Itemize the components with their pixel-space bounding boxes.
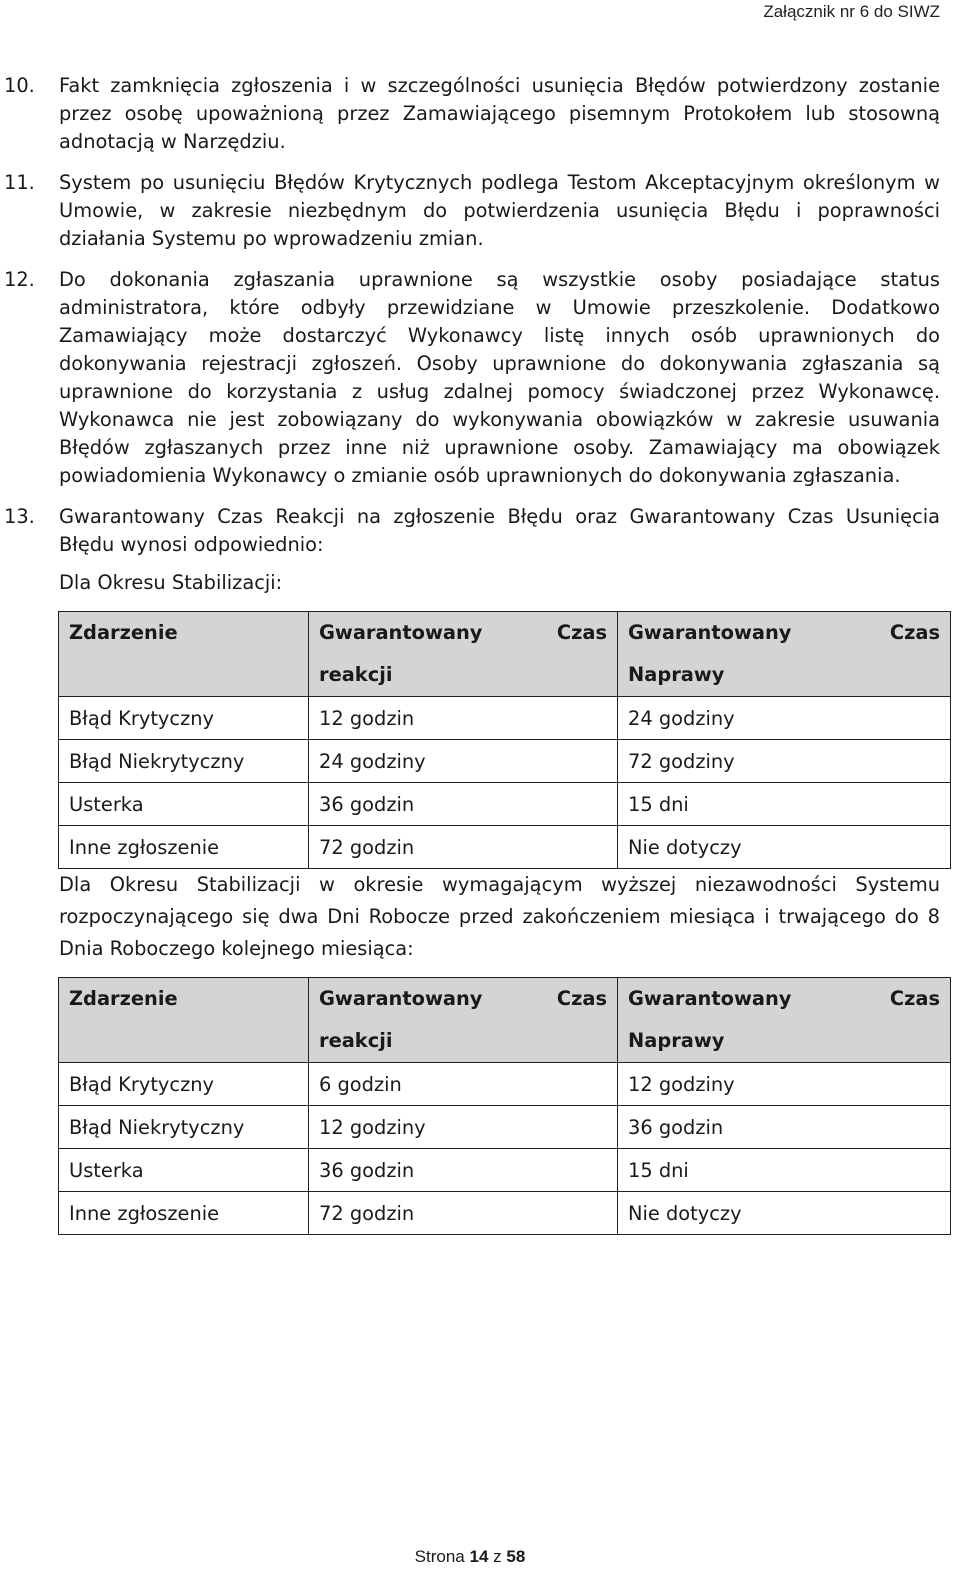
header-text: Naprawy — [628, 1029, 725, 1052]
table-cell: 15 dni — [618, 1149, 951, 1192]
header-text: Gwarantowany — [628, 621, 792, 644]
page-footer — [0, 1547, 940, 1567]
header-text: Czas — [556, 621, 607, 644]
header-repair-time — [618, 978, 951, 1063]
footer-of: z — [493, 1547, 502, 1566]
table-row — [59, 1149, 951, 1192]
table-cell: 12 godzin — [309, 697, 618, 740]
section2-label: Dla Okresu Stabilizacji w okresie wymagającym wyższej niezawodności Systemu rozpoczynającego się dwa Dni Robocze przed zakończeniem miesiąca i trwającego do 8 Dnia Roboczego kolejnego miesiąca: — [59, 873, 940, 960]
header-text: reakcji — [319, 1029, 393, 1052]
footer-total-pages: 58 — [506, 1547, 526, 1566]
table-cell: 36 godzin — [309, 783, 618, 826]
table-row — [59, 783, 951, 826]
header-text: Gwarantowany — [319, 621, 483, 644]
table-cell: Błąd Niekrytyczny — [59, 1106, 309, 1149]
header-text: Czas — [889, 621, 940, 644]
item-text: Do dokonania zgłaszania uprawnione są wszystkie osoby posiadające status administratora, które odbyły przewidziane w Umowie przeszkolenie. Dodatkowo Zamawiający może dostarczyć Wykonawcy listę innych osób uprawnionych do dokonywania rejestracji zgłoszeń. Osoby uprawnione do dokonywania zgłaszania są uprawnione do korzystania z usług zdalnej pomocy świadczonej przez Wykonawcę. Wykonawca nie jest zobowiązany do wykonywania obowiązków w zakresie usuwania Błędów zgłaszanych przez inne niż uprawnione osoby. Zamawiający ma obowiązek powiadomienia Wykonawcy o zmianie osób uprawnionych do dokonywania zgłaszania. — [59, 268, 940, 487]
table-cell: Błąd Niekrytyczny — [59, 740, 309, 783]
table-row — [59, 697, 951, 740]
list-item — [0, 266, 940, 490]
response-times-table-stabilization — [58, 611, 951, 869]
table-cell: 24 godziny — [618, 697, 951, 740]
table-cell: Błąd Krytyczny — [59, 1063, 309, 1106]
footer-prefix: Strona — [414, 1547, 465, 1566]
item-number: 13. — [4, 505, 35, 528]
table-cell: 6 godzin — [309, 1063, 618, 1106]
table-row — [59, 1063, 951, 1106]
table-header-row — [59, 612, 951, 697]
item-number: 11. — [4, 171, 35, 194]
table-cell: 12 godziny — [309, 1106, 618, 1149]
response-times-table-high-reliability — [58, 977, 951, 1235]
list-item — [0, 503, 940, 559]
table-cell: Nie dotyczy — [618, 826, 951, 869]
table-cell: Usterka — [59, 783, 309, 826]
table-header-row — [59, 978, 951, 1063]
table-cell: 15 dni — [618, 783, 951, 826]
header-reaction-time — [309, 978, 618, 1063]
document-body — [0, 72, 940, 1235]
item-text: Fakt zamknięcia zgłoszenia i w szczególności usunięcia Błędów potwierdzony zostanie przez osobę upoważnioną przez Zamawiającego pisemnym Protokołem lub stosowną adnotacją w Narzędziu. — [59, 74, 940, 153]
footer-page-number: 14 — [469, 1547, 489, 1566]
table-row — [59, 1106, 951, 1149]
header-repair-time — [618, 612, 951, 697]
table-cell: Usterka — [59, 1149, 309, 1192]
list-item — [0, 169, 940, 253]
header-event: Zdarzenie — [59, 978, 309, 1063]
header-text: reakcji — [319, 663, 393, 686]
header-text: Naprawy — [628, 663, 725, 686]
list-item — [0, 72, 940, 156]
table-cell: Inne zgłoszenie — [59, 1192, 309, 1235]
table-cell: Inne zgłoszenie — [59, 826, 309, 869]
item-text: Gwarantowany Czas Reakcji na zgłoszenie Błędu oraz Gwarantowany Czas Usunięcia Błędu wynosi odpowiednio: — [59, 505, 940, 556]
item-number: 10. — [4, 74, 35, 97]
table-cell: 72 godzin — [309, 826, 618, 869]
table-cell: 36 godzin — [309, 1149, 618, 1192]
table-cell: 24 godziny — [309, 740, 618, 783]
section1-label: Dla Okresu Stabilizacji: — [59, 571, 283, 594]
table-cell: Błąd Krytyczny — [59, 697, 309, 740]
table-cell: 72 godziny — [618, 740, 951, 783]
table-cell: 72 godzin — [309, 1192, 618, 1235]
item-number: 12. — [4, 268, 35, 291]
table-cell: 36 godzin — [618, 1106, 951, 1149]
table-cell: Nie dotyczy — [618, 1192, 951, 1235]
item-text: System po usunięciu Błędów Krytycznych podlega Testom Akceptacyjnym określonym w Umowie, w zakresie niezbędnym do potwierdzenia usunięcia Błędu i poprawności działania Systemu po wprowadzeniu zmian. — [59, 171, 940, 250]
table-row — [59, 740, 951, 783]
header-text: Gwarantowany — [628, 987, 792, 1010]
header-text: Gwarantowany — [319, 987, 483, 1010]
table-cell: 12 godziny — [618, 1063, 951, 1106]
table-row — [59, 1192, 951, 1235]
table-row — [59, 826, 951, 869]
header-event: Zdarzenie — [59, 612, 309, 697]
header-reaction-time — [309, 612, 618, 697]
document-header: Załącznik nr 6 do SIWZ — [763, 2, 940, 21]
header-text: Czas — [889, 987, 940, 1010]
header-text: Czas — [556, 987, 607, 1010]
